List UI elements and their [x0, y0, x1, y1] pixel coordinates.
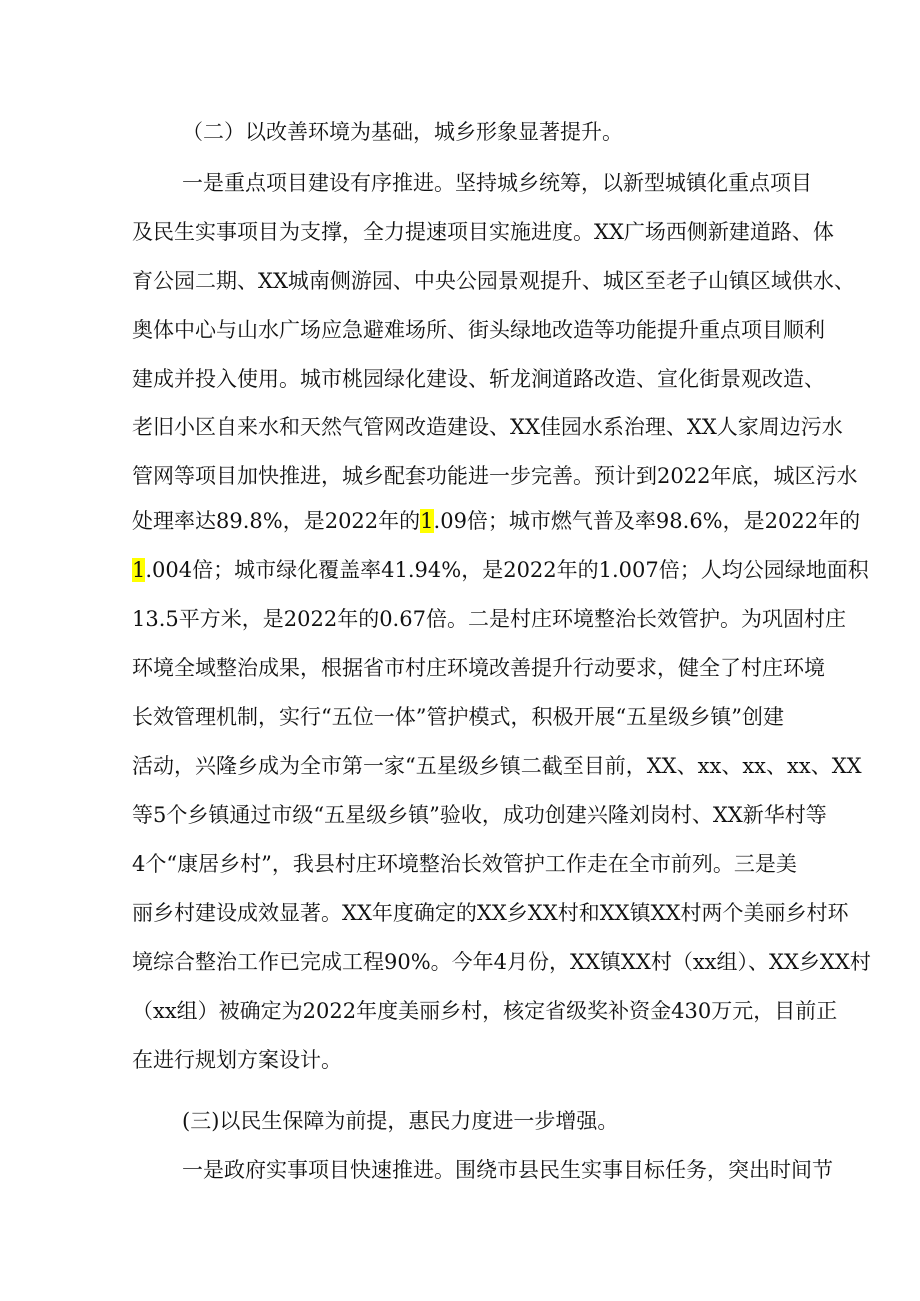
paragraph-line: 活动，兴隆乡成为全市第一家“五星级乡镇二截至目前，XX、xx、xx、xx、XX: [132, 754, 862, 778]
paragraph-line: 境综合整治工作已完成工程90%。今年4月份，XX镇XX村（xx组）、XX乡XX村: [132, 950, 871, 974]
paragraph-line: 管网等项目加快推进，城乡配套功能进一步完善。预计到2022年底，城区污水: [132, 464, 858, 488]
paragraph-line: 一是重点项目建设有序推进。坚持城乡统筹，以新型城镇化重点项目: [182, 171, 812, 195]
text-segment: .09倍；城市燃气普及率98.6%，是2022年的: [433, 509, 861, 533]
paragraph-line: 4个“康居乡村”，我县村庄环境整治长效管护工作走在全市前列。三是美: [132, 852, 797, 876]
paragraph-line: [132, 550, 869, 590]
paragraph-line: 及民生实事项目为支撑，全力提速项目实施进度。XX广场西侧新建道路、体: [132, 220, 834, 244]
paragraph-line: （xx组）被确定为2022年度美丽乡村，核定省级奖补资金430万元，目前正: [132, 999, 838, 1023]
paragraph-line: 建成并投入使用。城市桃园绿化建设、斩龙涧道路改造、宣化街景观改造、: [132, 367, 825, 391]
paragraph-line: 老旧小区自来水和天然气管网改造建设、XX佳园水系治理、XX人家周边污水: [132, 415, 843, 439]
text-segment: 处理率达89.8%，是2022年的: [132, 509, 421, 533]
paragraph-line: 13.5平方米，是2022年的0.67倍。二是村庄环境整治长效管护。为巩固村庄: [132, 607, 846, 631]
highlighted-text: 1: [420, 509, 434, 533]
paragraph-line: 一是政府实事项目快速推进。围绕市县民生实事目标任务，突出时间节: [182, 1158, 833, 1182]
paragraph-line: 长效管理机制，实行“五位一体”管护模式，积极开展“五星级乡镇”创建: [132, 705, 784, 729]
paragraph-line: 在进行规划方案设计。: [132, 1048, 342, 1072]
paragraph-line: [132, 501, 860, 541]
paragraph-line: 奥体中心与山水广场应急避难场所、街头绿地改造等功能提升重点项目顺利: [132, 318, 825, 342]
section-heading-3: (三)以民生保障为前提，惠民力度进一步增强。: [182, 1109, 619, 1133]
paragraph-line: 丽乡村建设成效显著。XX年度确定的XX乡XX村和XX镇XX村两个美丽乡村环: [132, 901, 849, 925]
paragraph-line: 等5个乡镇通过市级“五星级乡镇”验收，成功创建兴隆刘岗村、XX新华村等: [132, 803, 827, 827]
highlighted-text: 1: [132, 558, 146, 582]
text-segment: .004倍；城市绿化覆盖率41.94%，是2022年的1.007倍；人均公园绿地面积: [145, 558, 869, 582]
section-heading-2: （二）以改善环境为基础，城乡形象显著提升。: [182, 120, 623, 144]
paragraph-line: 育公园二期、XX城南侧游园、中央公园景观提升、城区至老子山镇区域供水、: [132, 269, 855, 293]
paragraph-line: 环境全域整治成果，根据省市村庄环境改善提升行动要求，健全了村庄环境: [132, 656, 825, 680]
